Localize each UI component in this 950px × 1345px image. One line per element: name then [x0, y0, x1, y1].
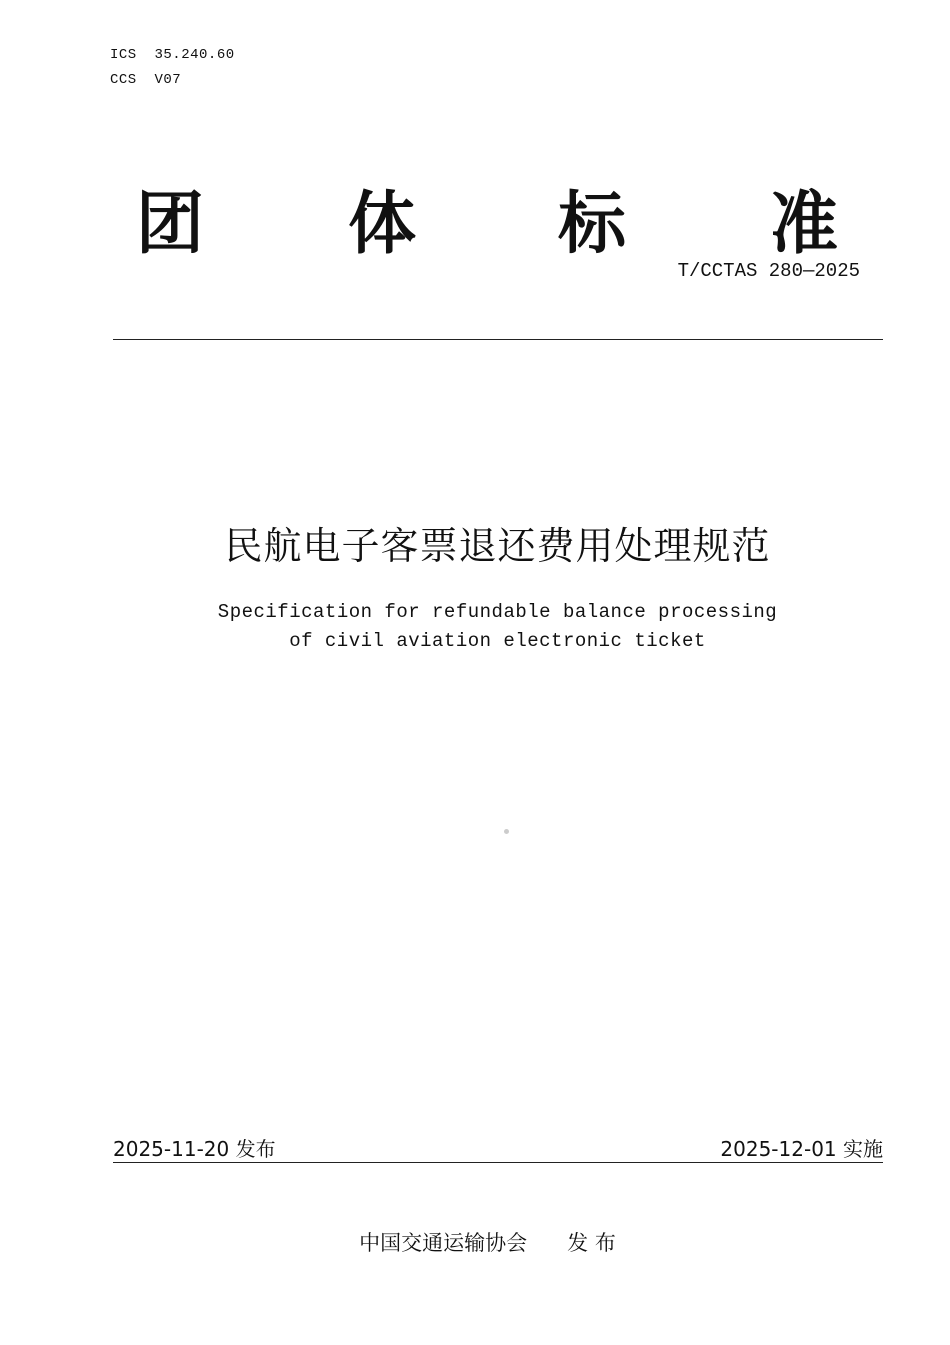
- standard-type-char: 体: [348, 185, 417, 264]
- chinese-title: 民航电子客票退还费用处理规范: [224, 524, 771, 568]
- ccs-code: CCS V07: [110, 72, 182, 88]
- implement-date: 2025-12-01 实施: [720, 1137, 883, 1161]
- english-title-line-2: of civil aviation electronic ticket: [289, 630, 706, 652]
- standard-type-char: 标: [558, 185, 627, 264]
- ics-code: ICS 35.240.60: [110, 47, 235, 63]
- standard-number: T/CCTAS 280—2025: [677, 260, 860, 282]
- standard-type-char: 团: [136, 185, 205, 264]
- standard-type-char: 准: [770, 185, 839, 264]
- publisher: 中国交通运输协会 发 布: [359, 1231, 616, 1255]
- scan-dot: [504, 829, 509, 834]
- publish-date: 2025-11-20 发布: [113, 1137, 276, 1161]
- english-title-line-1: Specification for refundable balance processing: [217, 601, 778, 623]
- bottom-divider: [113, 1162, 883, 1163]
- top-divider: [113, 339, 883, 340]
